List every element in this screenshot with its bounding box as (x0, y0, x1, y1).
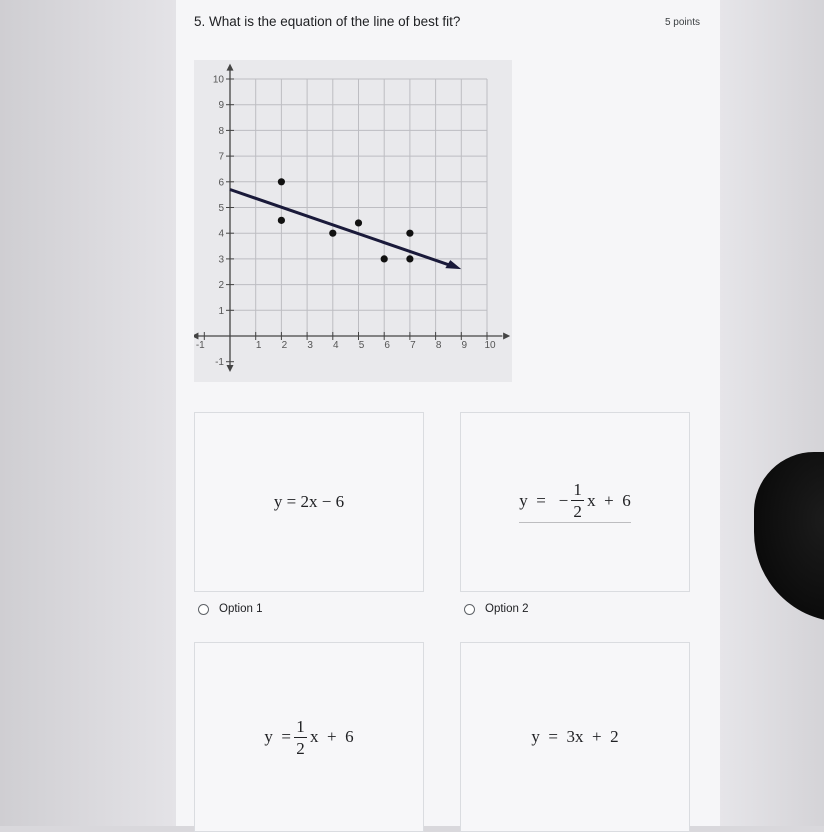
option-1-image[interactable] (194, 412, 424, 592)
option-2-numerator: 1 (573, 480, 582, 499)
option-1-choice[interactable] (198, 603, 262, 615)
x-axis-arrow (194, 333, 198, 340)
x-tick-label: 9 (461, 340, 468, 351)
y-tick-label: 6 (218, 177, 224, 189)
option-1-label: Option 1 (219, 603, 263, 615)
y-tick-label: -1 (215, 357, 224, 369)
y-tick-label: 8 (218, 125, 224, 137)
option-2-label: Option 2 (485, 603, 529, 615)
data-point (278, 178, 285, 185)
option-3-equation (264, 718, 353, 757)
x-tick-label: 6 (384, 340, 390, 351)
y-tick-label: 3 (218, 254, 224, 266)
scatter-plot (194, 60, 512, 382)
y-axis-arrow (227, 64, 234, 71)
option-1-equation: y = 2x − 6 (273, 492, 345, 511)
option-3-fraction (294, 718, 307, 757)
question-title: 5. What is the equation of the line of best fit? (194, 14, 461, 29)
option-2-fraction (571, 481, 584, 520)
option-2-lhs: y = − (519, 490, 569, 510)
data-point (329, 230, 336, 237)
option-2-denominator: 2 (573, 502, 582, 521)
option-3-numerator: 1 (296, 716, 305, 736)
x-tick-label: 1 (255, 340, 262, 351)
photo-background-left (0, 0, 176, 826)
x-tick-label: -1 (195, 340, 205, 351)
data-point (406, 230, 413, 237)
x-tick-label: 10 (484, 340, 496, 351)
data-point (406, 255, 413, 262)
question-graph-image (194, 60, 512, 382)
data-point (381, 255, 388, 262)
option-4-equation: y = 3x + 2 (531, 727, 619, 746)
photo-background-right (720, 0, 824, 826)
y-tick-label: 1 (218, 305, 224, 317)
x-tick-label: 7 (410, 340, 416, 351)
x-tick-label: 2 (281, 340, 288, 351)
option-4-image[interactable] (460, 642, 690, 832)
data-point (278, 217, 285, 224)
option-2-rhs: x + 6 (587, 490, 631, 510)
option-3-denominator: 2 (296, 738, 305, 758)
option-2-radio[interactable] (464, 604, 475, 615)
y-axis-arrow (227, 365, 234, 372)
x-tick-label: 3 (307, 340, 313, 351)
y-tick-label: 7 (218, 151, 224, 163)
y-tick-label: 10 (212, 74, 224, 86)
x-tick-label: 5 (358, 340, 365, 351)
data-point (355, 219, 362, 226)
y-tick-label: 9 (218, 100, 224, 112)
best-fit-line (230, 190, 451, 266)
question-card (176, 0, 720, 826)
x-axis-arrow (503, 333, 510, 340)
y-tick-label: 5 (218, 203, 224, 214)
y-tick-label: 4 (218, 228, 224, 240)
option-3-image[interactable] (194, 642, 424, 832)
best-fit-arrowhead (445, 260, 461, 269)
option-2-image[interactable] (460, 412, 690, 592)
option-2-choice[interactable] (464, 603, 528, 615)
points-label: 5 points (664, 17, 700, 28)
y-tick-label: 2 (218, 280, 224, 292)
x-tick-label: 8 (435, 340, 442, 351)
option-3-lhs: y = (264, 727, 291, 746)
option-3-rhs: x + 6 (310, 727, 354, 746)
x-tick-label: 4 (333, 340, 339, 351)
option-2-equation (519, 481, 631, 523)
option-1-radio[interactable] (198, 604, 209, 615)
